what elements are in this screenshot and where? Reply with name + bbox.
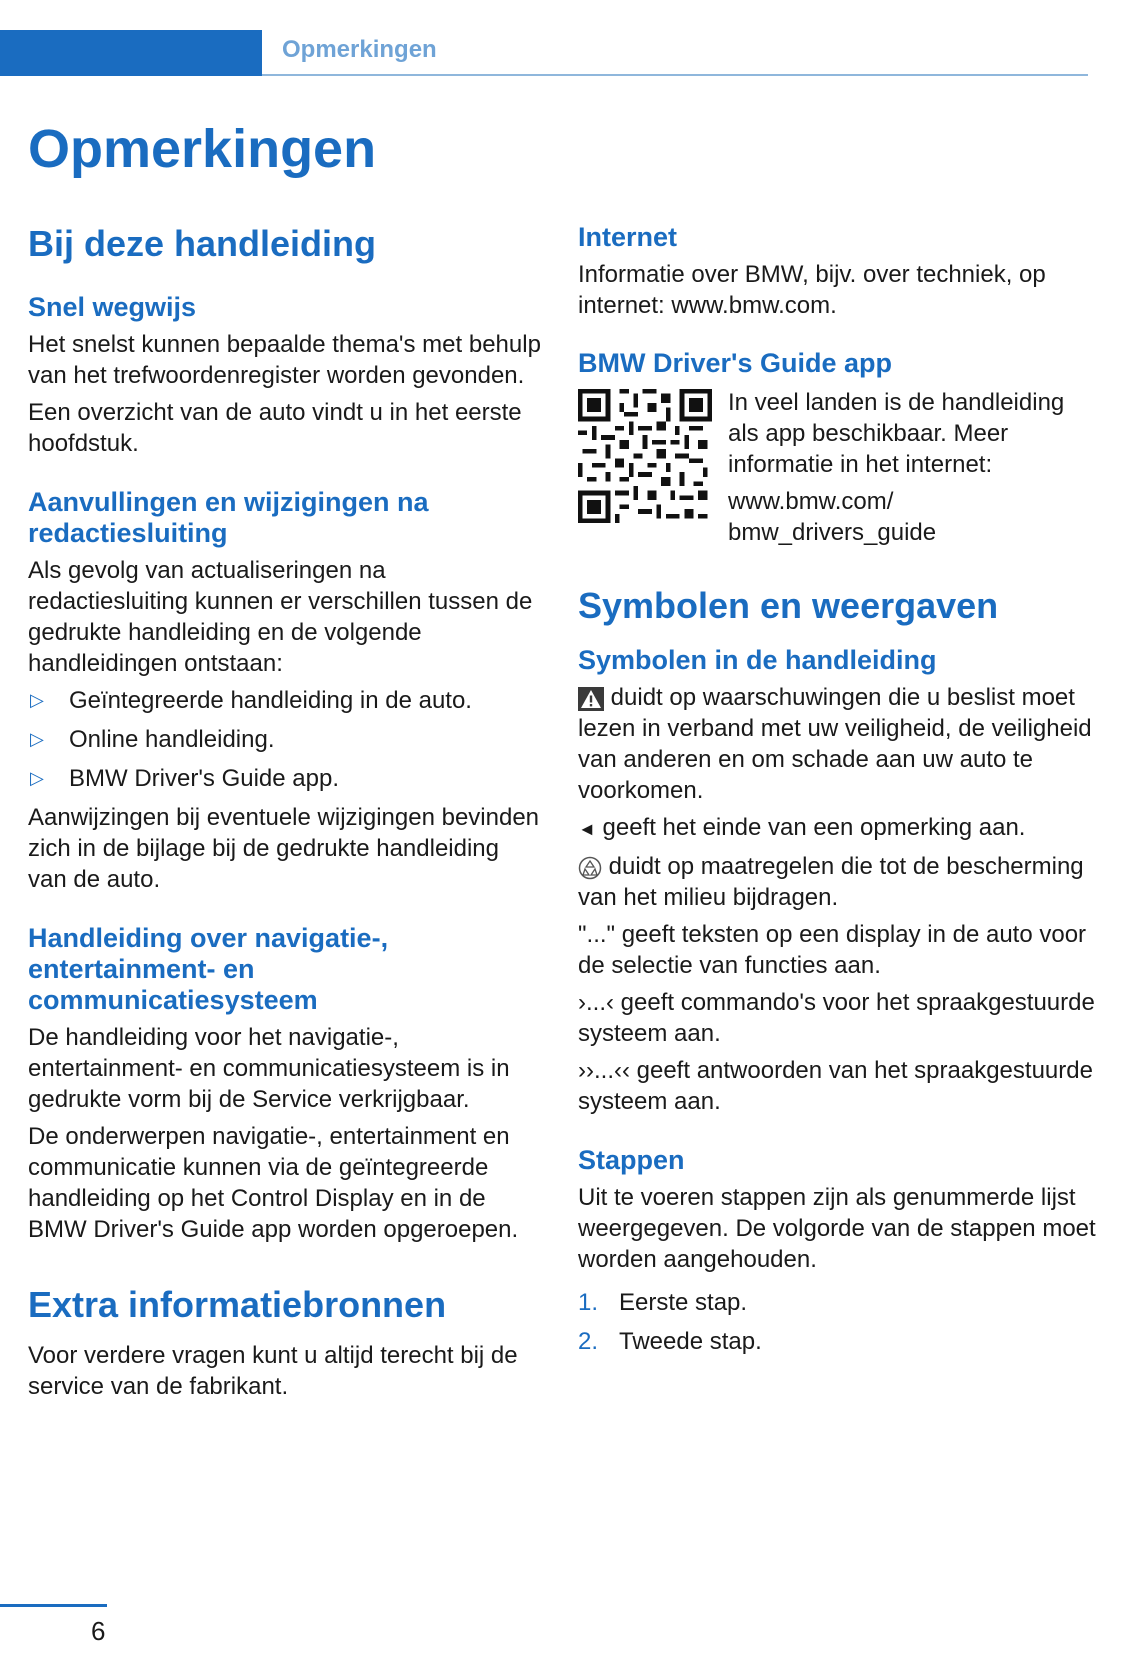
heading-navigatie: Handleiding over navigatie-, entertainment- en communicatiesysteem <box>28 923 389 1016</box>
triangle-bullet-icon: ▷ <box>30 729 44 750</box>
paragraph: Uit te voeren stappen zijn als genummerde lijst weergegeven. De volgorde van de stappen moet worden aangehouden. <box>578 1184 1096 1274</box>
footer-rule <box>0 1604 107 1607</box>
triangle-bullet-icon: ▷ <box>30 690 44 711</box>
end-mark-icon: ◄ <box>578 819 596 840</box>
heading-symbolen-en-weergaven: Symbolen en weergaven <box>578 585 999 626</box>
voice-answers-description: ››...‹‹ geeft antwoorden van het spraakgestuurde systeem aan. <box>578 1057 1093 1116</box>
paragraph: Voor verdere vragen kunt u altijd terecht bij de service van de fabrikant. <box>28 1342 518 1401</box>
list-item: 1. Eerste stap. <box>578 1289 748 1317</box>
page-number: 6 <box>91 1616 106 1646</box>
paragraph: Het snelst kunnen bepaalde thema's met behulp van het trefwoordenregister worden gevonden. <box>28 331 541 390</box>
paragraph: In veel landen is de handleiding als app beschikbaar. Meer informatie in het internet: <box>728 389 1065 478</box>
heading-drivers-guide-app: BMW Driver's Guide app <box>578 348 892 378</box>
app-info-row <box>578 387 1098 548</box>
heading-internet: Internet <box>578 222 678 252</box>
paragraph: De onderwerpen navigatie-, entertainment en communicatie kunnen via de geïntegreerde handleiding op het Control Display en in de BMW Driver's Guide app worden opgeroepen. <box>28 1123 519 1244</box>
list-item: ▷ Geïntegreerde handleiding in de auto. <box>30 687 472 715</box>
heading-aanvullingen: Aanvullingen en wijzigingen na redactiesluiting <box>28 487 429 549</box>
environment-description: duidt op maatregelen die tot de bescherming van het milieu bijdragen. <box>578 853 1084 912</box>
steps-list <box>578 1287 1098 1357</box>
list-item: ▷ BMW Driver's Guide app. <box>30 765 339 793</box>
paragraph: Informatie over BMW, bijv. over techniek, op internet: www.bmw.com. <box>578 261 1046 319</box>
left-column <box>28 222 543 1402</box>
voice-commands-description: ›...‹ geeft commando's voor het spraakgestuurde systeem aan. <box>578 989 1095 1048</box>
app-text <box>728 387 1098 548</box>
heading-bij-deze-handleiding: Bij deze handleiding <box>28 223 377 264</box>
triangle-bullet-icon: ▷ <box>30 768 44 789</box>
warning-triangle-icon <box>578 687 604 711</box>
end-mark-description: ◄ geeft het einde van een opmerking aan. <box>578 814 1026 842</box>
right-column <box>578 222 1098 1365</box>
header-bar <box>0 30 262 76</box>
warning-description: duidt op waarschuwingen die u beslist moet lezen in verband met uw veiligheid, de veiligheid van anderen en om schade aan uw auto te voorkomen. <box>578 684 1092 805</box>
paragraph: Als gevolg van actualiseringen na redactiesluiting kunnen er verschillen tussen de gedrukte handleiding en de volgende handleidingen ontstaan: <box>28 557 533 678</box>
paragraph: Aanwijzingen bij eventuele wijzigingen bevinden zich in de bijlage bij de gedrukte handleiding van de auto. <box>28 804 540 894</box>
paragraph: Een overzicht van de auto vindt u in het eerste hoofdstuk. <box>28 399 522 458</box>
page-title: Opmerkingen <box>28 119 377 179</box>
list-item: 2. Tweede stap. <box>578 1328 762 1356</box>
heading-extra-informatiebronnen: Extra informatiebronnen <box>28 1284 447 1326</box>
display-text-description: "..." geeft teksten op een display in de auto voor de selectie van functies aan. <box>578 921 1087 980</box>
heading-symbolen-in-handleiding: Symbolen in de handleiding <box>578 645 937 676</box>
app-url: www.bmw.com/ bmw_drivers_guide <box>728 488 937 546</box>
recycle-icon <box>578 856 602 880</box>
list-item: ▷ Online handleiding. <box>30 726 275 754</box>
heading-snel-wegwijs: Snel wegwijs <box>28 292 197 323</box>
heading-stappen: Stappen <box>578 1145 685 1176</box>
header-rule <box>262 74 1088 76</box>
qr-code-icon <box>578 389 712 523</box>
header-section-title: Opmerkingen <box>282 36 437 63</box>
paragraph: De handleiding voor het navigatie-, entertainment- en communicatiesysteem is in gedrukte vorm bij de Service verkrijgbaar. <box>28 1024 510 1114</box>
bullet-list <box>28 685 543 794</box>
